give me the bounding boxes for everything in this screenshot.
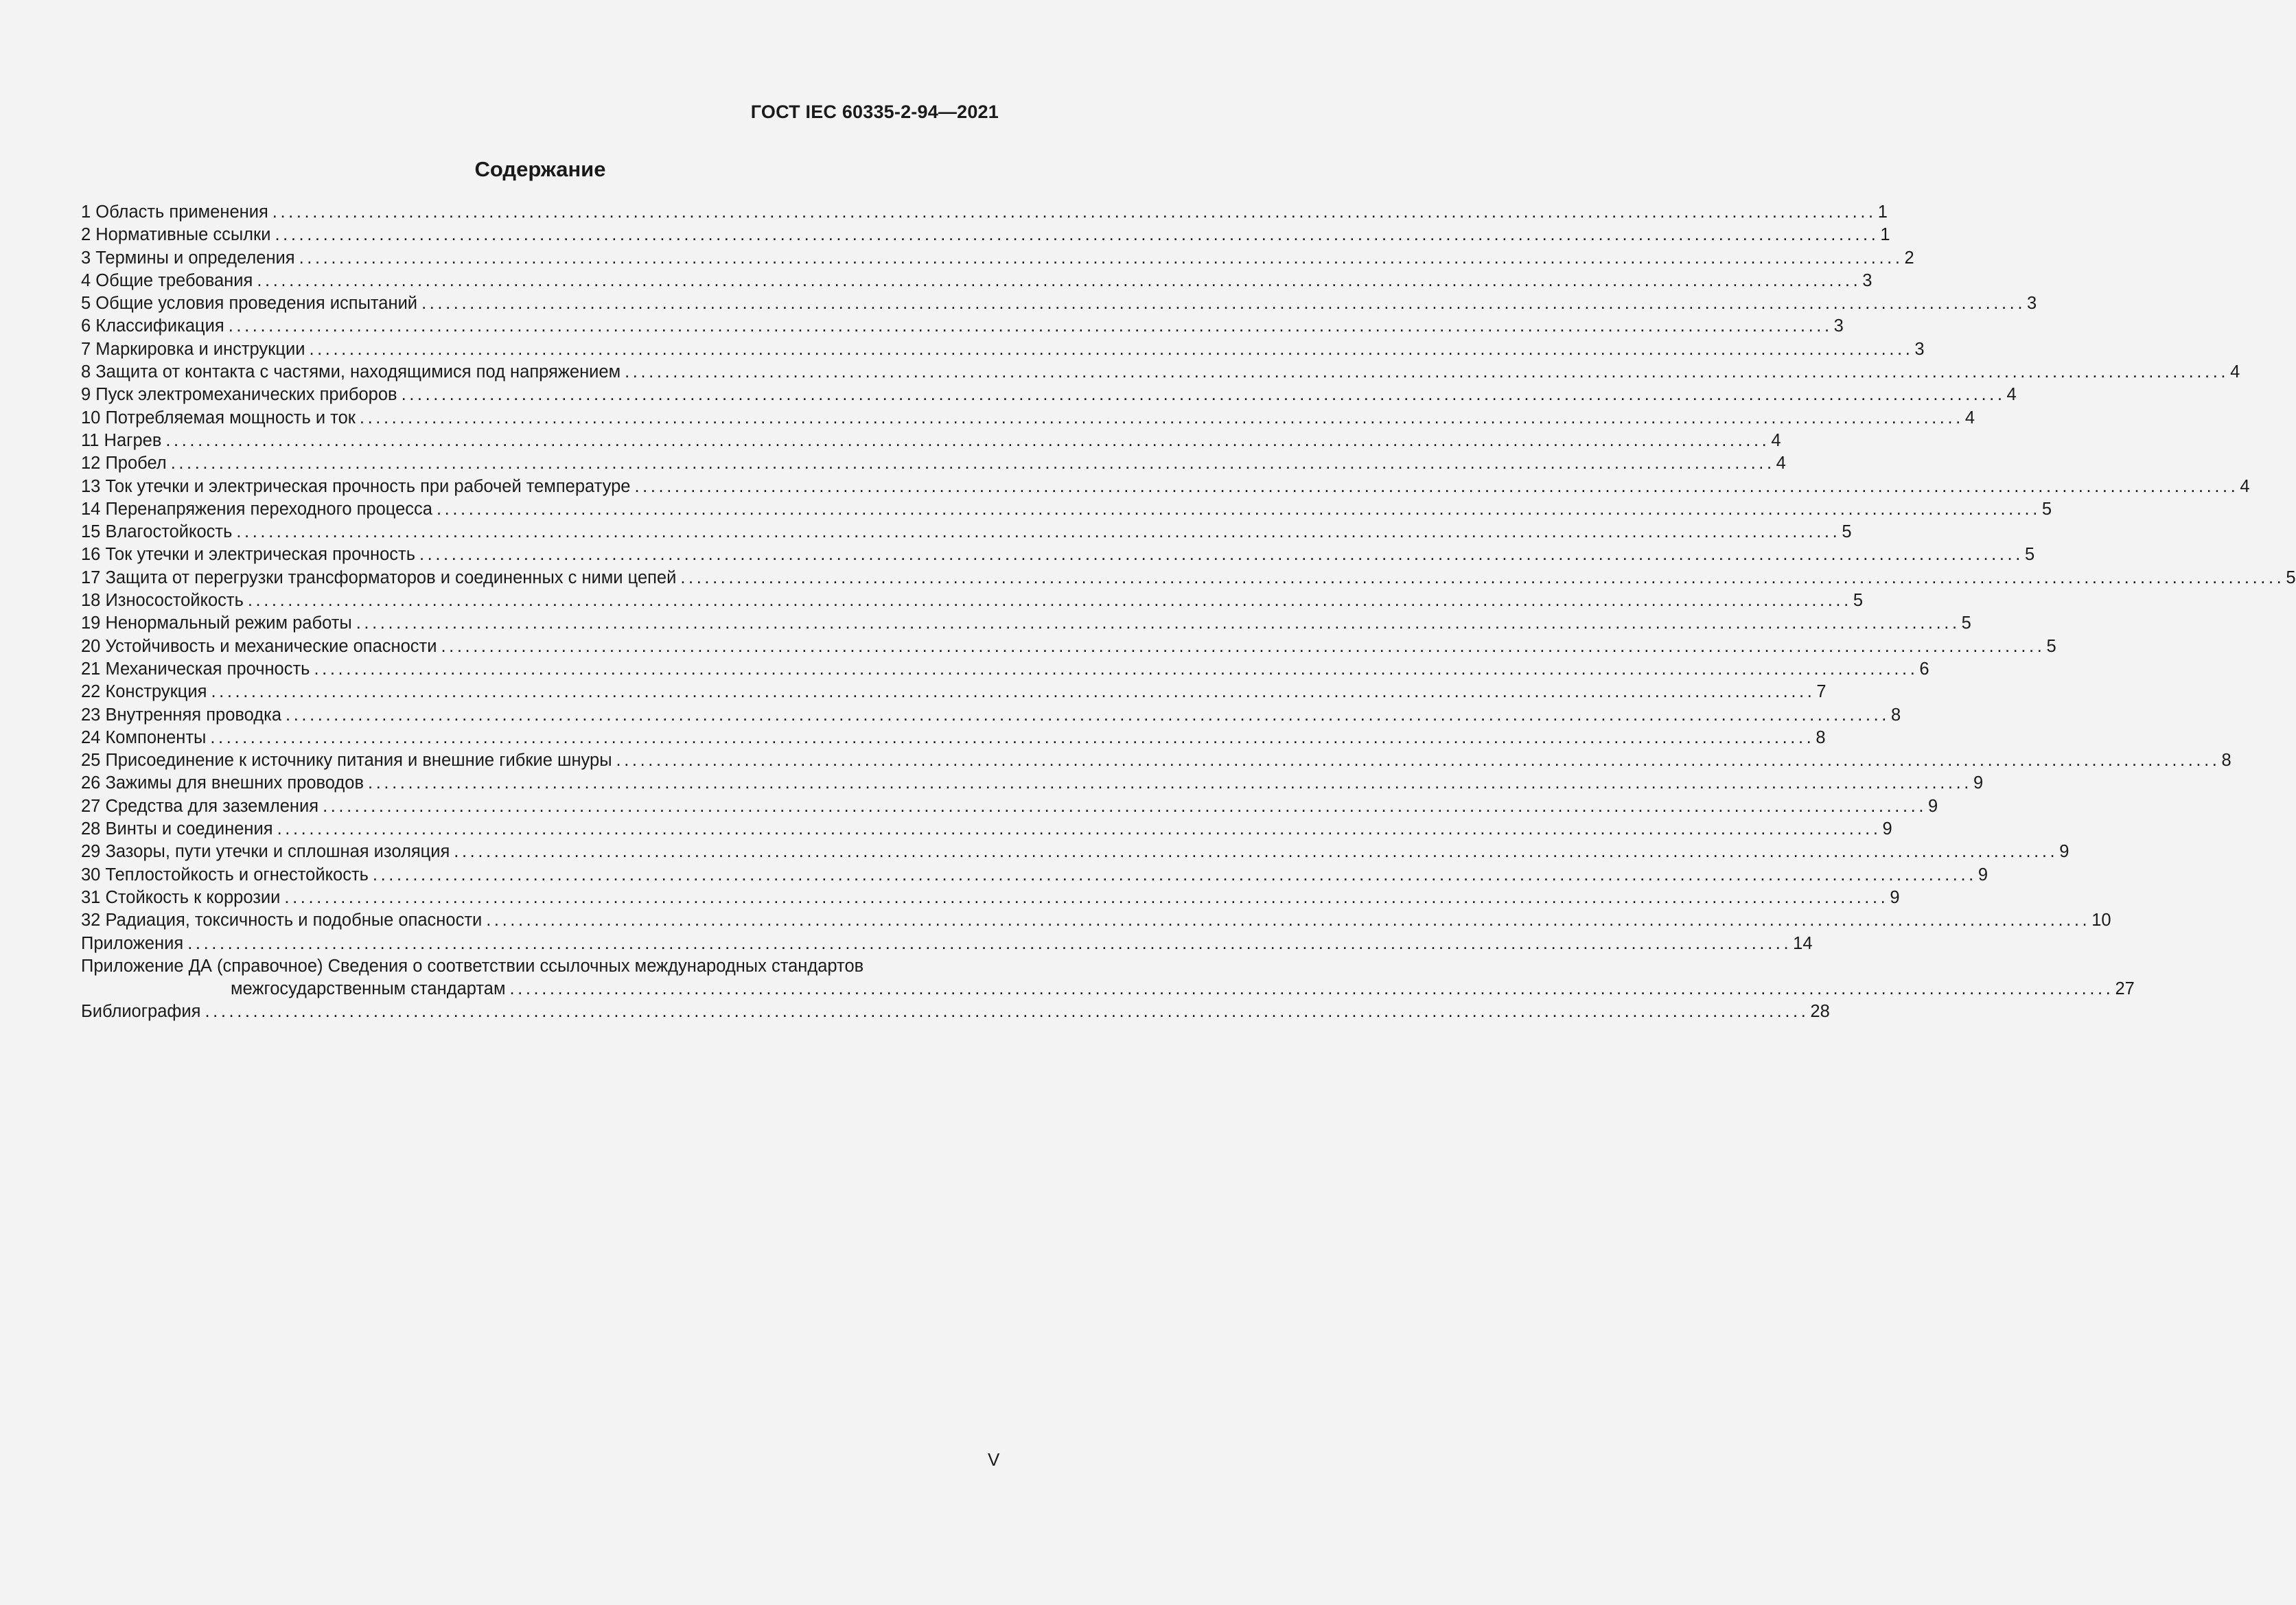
toc-entry[interactable] (81, 704, 1901, 727)
toc-leader-dots: ........................................................................................................................................................................................................ (170, 454, 1775, 473)
toc-entry-page: 3 (2027, 294, 2037, 314)
toc-entry-page: 9 (1890, 887, 1900, 907)
toc-entry-label: 16 Ток утечки и электрическая прочность (81, 545, 415, 565)
toc-entry-annex-da-line1[interactable] (81, 955, 999, 978)
toc-entry-page: 3 (1833, 316, 1844, 336)
document-code: ГОСТ IEC 60335-2-94—2021 (750, 102, 999, 122)
toc-entry-label: 22 Конструкция (81, 682, 207, 702)
toc-entry-page: 5 (2024, 545, 2035, 565)
toc-entry-label: 30 Теплостойкость и огнестойкость (81, 865, 369, 884)
toc-leader-dots: ........................................................................................................................................................................................................ (228, 316, 1833, 336)
toc-entry[interactable] (81, 361, 2240, 384)
toc-entry-page: 5 (1961, 613, 1971, 633)
toc-entry-label: 9 Пуск электромеханических приборов (81, 385, 397, 405)
toc-entry-label: 21 Механическая прочность (81, 659, 310, 679)
toc-entry[interactable] (81, 270, 1872, 292)
toc-leader-dots: ........................................................................................................................................................................................................ (210, 727, 1815, 747)
toc-entry[interactable] (81, 841, 2069, 863)
toc-entry-label: Приложение ДА (справочное) Сведения о соответствии ссылочных международных стандартов (81, 956, 864, 976)
toc-entry-label: 18 Износостойкость (81, 591, 244, 611)
toc-leader-dots: ........................................................................................................................................................................................................ (323, 796, 1927, 816)
toc-leader-dots: ........................................................................................................................................................................................................ (441, 636, 2045, 656)
toc-entry[interactable] (81, 589, 1863, 612)
toc-entry-label: 10 Потребляемая мощность и ток (81, 408, 356, 427)
toc-leader-dots: ........................................................................................................................................................................................................ (187, 933, 1792, 953)
toc-entry[interactable] (81, 338, 1925, 361)
toc-leader-dots: ........................................................................................................................................................................................................ (372, 865, 1977, 884)
toc-leader-dots: ........................................................................................................................................................................................................ (401, 385, 2006, 405)
toc-entry-bibliography[interactable] (81, 1000, 1830, 1023)
toc-entry[interactable] (81, 384, 2017, 406)
toc-entry-annex-da-line2[interactable] (81, 978, 2135, 1000)
toc-leader-dots: ........................................................................................................................................................................................................ (247, 591, 1852, 611)
table-of-contents (81, 201, 2296, 1024)
toc-entry-label: 23 Внутренняя проводка (81, 705, 282, 725)
toc-entry-page: 8 (2221, 751, 2231, 771)
toc-entry-label: 27 Средства для заземления (81, 796, 319, 816)
toc-entry-label: 29 Зазоры, пути утечки и сплошная изоляция (81, 842, 450, 862)
toc-leader-dots: ........................................................................................................................................................................................................ (286, 705, 1890, 725)
toc-entry[interactable] (81, 933, 1813, 955)
toc-leader-dots: ........................................................................................................................................................................................................ (272, 202, 1877, 222)
toc-entry-page: 7 (1816, 682, 1827, 702)
toc-entry-label: 8 Защита от контакта с частями, находящимися под напряжением (81, 362, 621, 382)
toc-title: Содержание (474, 157, 606, 181)
toc-leader-dots: ........................................................................................................................................................................................................ (634, 476, 2239, 496)
toc-leader-dots: ........................................................................................................................................................................................................ (509, 979, 2114, 999)
toc-entry-page: 9 (1928, 796, 1938, 816)
toc-leader-dots: ........................................................................................................................................................................................................ (419, 545, 2024, 565)
toc-entry-label: Библиография (81, 1002, 201, 1022)
toc-entry-label: 31 Стойкость к коррозии (81, 887, 281, 907)
toc-entry-page: 5 (2046, 636, 2056, 656)
toc-entry-page: 5 (1842, 522, 1852, 542)
toc-entries (81, 201, 2296, 955)
toc-entry[interactable] (81, 749, 2231, 772)
toc-entry[interactable] (81, 476, 2250, 498)
toc-entry-page: 5 (1853, 591, 1863, 611)
toc-leader-dots: ........................................................................................................................................................................................................ (165, 430, 1770, 450)
toc-leader-dots: ........................................................................................................................................................................................................ (486, 911, 2091, 930)
toc-entry-label: 11 Нагрев (81, 430, 162, 450)
toc-leader-dots: ........................................................................................................................................................................................................ (616, 751, 2220, 771)
toc-leader-dots: ........................................................................................................................................................................................................ (205, 1002, 1809, 1022)
toc-leader-dots: ........................................................................................................................................................................................................ (284, 887, 1889, 907)
toc-entry-page: 9 (1978, 865, 1988, 884)
toc-entry[interactable] (81, 201, 1888, 224)
toc-entry-label: 20 Устойчивость и механические опасности (81, 636, 437, 656)
toc-leader-dots: ........................................................................................................................................................................................................ (356, 613, 1960, 633)
toc-entry-label: 5 Общие условия проведения испытаний (81, 294, 418, 314)
toc-entry-page: 4 (1771, 430, 1781, 450)
toc-entry[interactable] (81, 818, 1892, 841)
toc-entry-label: 4 Общие требования (81, 270, 253, 290)
toc-entry[interactable] (81, 498, 2052, 521)
toc-entry-label: 13 Ток утечки и электрическая прочность при рабочей температуре (81, 476, 631, 496)
toc-entry-page: 2 (1904, 248, 1914, 268)
toc-entry-label: 2 Нормативные ссылки (81, 225, 271, 245)
toc-entry-label: 17 Защита от перегрузки трансформаторов и соединенных с ними цепей (81, 567, 677, 587)
toc-entry-label: 32 Радиация, токсичность и подобные опасности (81, 911, 483, 930)
toc-entry-page: 3 (1914, 339, 1925, 359)
toc-entry-page: 4 (2240, 476, 2250, 496)
toc-entry[interactable] (81, 727, 1826, 749)
toc-entry-page: 4 (1964, 408, 1975, 427)
toc-entry[interactable] (81, 681, 1827, 703)
toc-entry-page: 8 (1816, 727, 1826, 747)
toc-entry[interactable] (81, 864, 1988, 887)
toc-entry[interactable] (81, 543, 2035, 566)
toc-leader-dots: ........................................................................................................................................................................................................ (299, 248, 1903, 268)
toc-entry-page: 1 (1880, 225, 1890, 245)
toc-entry[interactable] (81, 772, 1984, 795)
toc-entry[interactable] (81, 315, 1844, 338)
toc-leader-dots: ........................................................................................................................................................................................................ (421, 294, 2026, 314)
toc-entry[interactable] (81, 567, 2296, 589)
toc-entry-label: 15 Влагостойкость (81, 522, 233, 542)
toc-entry-page: 6 (1919, 659, 1929, 679)
toc-entry[interactable] (81, 635, 2056, 658)
toc-entry[interactable] (81, 430, 1781, 452)
toc-entry-page: 27 (2115, 979, 2135, 999)
toc-entry-page: 5 (2286, 567, 2296, 587)
toc-entry[interactable] (81, 795, 1938, 818)
toc-entry[interactable] (81, 887, 1900, 909)
toc-entry-page: 8 (1890, 705, 1901, 725)
toc-entry[interactable] (81, 909, 2111, 932)
toc-entry-page: 28 (1810, 1002, 1830, 1022)
toc-entry-page: 1 (1877, 202, 1888, 222)
page-number: V (988, 1449, 1000, 1470)
toc-entry-label: 7 Маркировка и инструкции (81, 339, 305, 359)
toc-leader-dots: ........................................................................................................................................................................................................ (211, 682, 1816, 702)
toc-entry-page: 3 (1862, 270, 1872, 290)
toc-entry[interactable] (81, 224, 1890, 246)
toc-leader-dots: ........................................................................................................................................................................................................ (436, 499, 2041, 519)
toc-leader-dots: ........................................................................................................................................................................................................ (275, 225, 1879, 245)
toc-entry[interactable] (81, 452, 1786, 475)
toc-entry[interactable] (81, 658, 1929, 681)
toc-entry-page: 9 (1973, 773, 1984, 793)
toc-entry-label: Приложения (81, 933, 184, 953)
toc-entry-label: 12 Пробел (81, 454, 167, 473)
toc-entry-page: 4 (1776, 454, 1786, 473)
toc-leader-dots: ........................................................................................................................................................................................................ (454, 842, 2059, 862)
toc-entry-label: 24 Компоненты (81, 727, 207, 747)
toc-leader-dots: ........................................................................................................................................................................................................ (368, 773, 1972, 793)
toc-leader-dots: ........................................................................................................................................................................................................ (359, 408, 1964, 427)
toc-entry-label: межгосударственным стандартам (231, 979, 506, 999)
toc-entry[interactable] (81, 612, 1971, 635)
toc-leader-dots: ........................................................................................................................................................................................................ (257, 270, 1862, 290)
toc-entry[interactable] (81, 407, 1975, 430)
toc-entry-label: 19 Ненормальный режим работы (81, 613, 352, 633)
toc-entry-label: 28 Винты и соединения (81, 819, 273, 839)
toc-entry-page: 10 (2091, 911, 2111, 930)
toc-entry[interactable] (81, 521, 1852, 543)
toc-entry-page: 4 (2006, 385, 2017, 405)
toc-entry[interactable] (81, 247, 1914, 270)
toc-leader-dots: ........................................................................................................................................................................................................ (277, 819, 1881, 839)
toc-leader-dots: ........................................................................................................................................................................................................ (314, 659, 1918, 679)
toc-entry-label: 1 Область применения (81, 202, 268, 222)
toc-entry-label: 6 Классификация (81, 316, 224, 336)
toc-leader-dots: ........................................................................................................................................................................................................ (309, 339, 1914, 359)
toc-entry-label: 3 Термины и определения (81, 248, 295, 268)
toc-entry-label: 26 Зажимы для внешних проводов (81, 773, 364, 793)
toc-entry-page: 5 (2041, 499, 2052, 519)
toc-leader-dots: ........................................................................................................................................................................................................ (236, 522, 1841, 542)
toc-entry-page: 9 (1882, 819, 1892, 839)
toc-leader-dots: ........................................................................................................................................................................................................ (680, 567, 2285, 587)
toc-entry-label: 25 Присоединение к источнику питания и внешние гибкие шнуры (81, 751, 612, 771)
toc-entry-page: 4 (2230, 362, 2240, 382)
toc-entry[interactable] (81, 292, 2037, 315)
toc-leader-dots: ........................................................................................................................................................................................................ (625, 362, 2229, 382)
toc-entry-page: 14 (1793, 933, 1813, 953)
toc-entry-page: 9 (2059, 842, 2069, 862)
toc-entry-label: 14 Перенапряжения переходного процесса (81, 499, 432, 519)
